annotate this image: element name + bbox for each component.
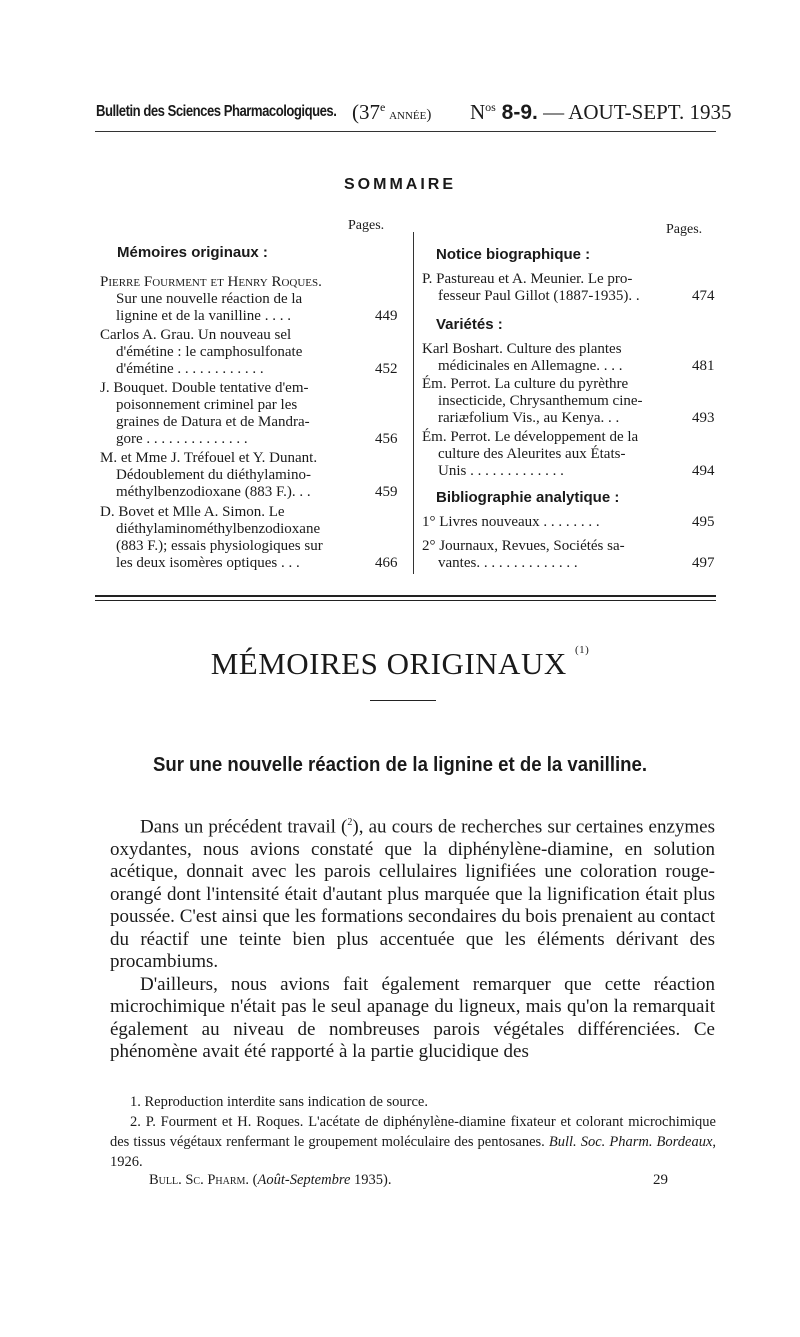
toc-page: 452 <box>375 361 398 377</box>
column-divider <box>413 232 414 574</box>
toc-page: 466 <box>375 555 398 571</box>
toc-entry[interactable]: J. Bouquet. Double tentative d'em- poisonnement criminel par les graines de Datura et de Mandra- gore . . . . . . . . . . . . . . 456 <box>100 380 398 447</box>
toc-entry[interactable]: D. Bovet et Mlle A. Simon. Le diéthylaminométhylbenzodioxane (883 F.); essais physiologiques sur les deux isomères optiques . . . 466 <box>100 504 398 571</box>
toc-entry[interactable]: Ém. Perrot. La culture du pyrèthre insecticide, Chrysanthemum cine- rariæfolium Vis., au Kenya. . . 493 <box>422 376 715 426</box>
page-citation: Bull. Sc. Pharm. (Août-Septembre 1935). <box>149 1172 392 1188</box>
footnote-1: 1. Reproduction interdite sans indication de source. <box>130 1094 428 1110</box>
toc-page: 474 <box>692 288 715 304</box>
journal-title: Bulletin des Sciences Pharmacologiques. <box>96 103 337 120</box>
toc-page: 494 <box>692 463 715 479</box>
toc-entry[interactable]: Pierre Fourment et Henry Roques. Sur une nouvelle réaction de la lignine et de la vanilline . . . . 449 <box>100 274 398 324</box>
pages-label-right: Pages. <box>666 222 703 237</box>
section-rule-bottom <box>95 600 716 601</box>
section-notice-biographique: Notice biographique : <box>436 246 591 263</box>
toc-page: 497 <box>692 555 715 571</box>
toc-entry[interactable]: 1° Livres nouveaux . . . . . . . . 495 <box>422 514 715 530</box>
paragraph: D'ailleurs, nous avions fait également remarquer que cette réaction microchimique n'était pas le seul apanage du ligneux, mais qu'on la remarquait également au niveau de nombreuses parois végétales différenciées. Ce phénomène avait été rapporté à la partie glucidique des <box>110 973 715 1063</box>
toc-page: 495 <box>692 514 715 530</box>
memoires-originaux-heading: MÉMOIRES ORIGINAUX $^{(1)}$ <box>210 644 590 681</box>
footnote-2: 2. P. Fourment et H. Roques. L'acétate de diphénylène-diamine fixateur et colorant microchimique des tissus végétaux renfermant le groupement moléculaire des pentosanes. Bull. Soc. Pharm. Bordeaux, 1926. <box>110 1114 717 1170</box>
footnote-marker: (1) <box>574 644 590 656</box>
sommaire-heading: SOMMAIRE <box>344 176 456 193</box>
page-number: 29 <box>653 1172 668 1188</box>
issue-label: $N^{os}$ 8-9. — AOUT-SEPT. 1935 <box>470 100 732 124</box>
section-rule-top <box>95 595 716 597</box>
toc-page: 493 <box>692 410 715 426</box>
toc-entry[interactable]: P. Pastureau et A. Meunier. Le pro- fesseur Paul Gillot (1887-1935). . 474 <box>422 271 715 304</box>
toc-page: 459 <box>375 484 398 500</box>
pages-label-left: Pages. <box>348 218 385 233</box>
year-label: (37e année) <box>352 100 432 124</box>
paragraph: Dans un précédent travail ($^2$), au cours de recherches sur certaines enzymes oxydantes, nous avions constaté que la diphénylène-diamine, en solution acétique, donnait avec les parois cellulaires lignifiées une coloration rouge-orangé dont l'intensité était d'autant plus marquée que la lignification était plus poussée. C'est ainsi que les formations secondaires du bois prenaient au contact du réactif une teinte bien plus accentuée que les éléments dérivant des procambiums. <box>110 816 715 973</box>
toc-entry[interactable]: M. et Mme J. Tréfouel et Y. Dunant. Dédoublement du diéthylamino- méthylbenzodioxane (883 F.). . . 459 <box>100 450 398 500</box>
toc-entry[interactable]: Ém. Perrot. Le développement de la culture des Aleurites aux États- Unis . . . . . . . . . . . . . 494 <box>422 429 715 479</box>
header-rule <box>95 131 716 132</box>
article-title: Sur une nouvelle réaction de la lignine et de la vanilline. <box>152 754 648 776</box>
section-memoires-originaux: Mémoires originaux : <box>117 244 268 261</box>
footnotes <box>110 1092 716 1172</box>
section-varietes: Variétés : <box>436 316 503 333</box>
toc-page: 449 <box>375 308 398 324</box>
article-body <box>110 812 715 1064</box>
title-rule <box>370 700 436 701</box>
toc-page: 481 <box>692 358 715 374</box>
toc-entry[interactable]: Carlos A. Grau. Un nouveau sel d'émétine : le camphosulfonate d'émétine . . . . . . . . . . . . 452 <box>100 327 398 377</box>
section-bibliographie-analytique: Bibliographie analytique : <box>436 489 620 506</box>
toc-page: 456 <box>375 431 398 447</box>
toc-entry[interactable]: 2° Journaux, Revues, Sociétés sa- vantes. . . . . . . . . . . . . . 497 <box>422 538 715 571</box>
toc-entry[interactable]: Karl Boshart. Culture des plantes médicinales en Allemagne. . . . 481 <box>422 341 715 374</box>
